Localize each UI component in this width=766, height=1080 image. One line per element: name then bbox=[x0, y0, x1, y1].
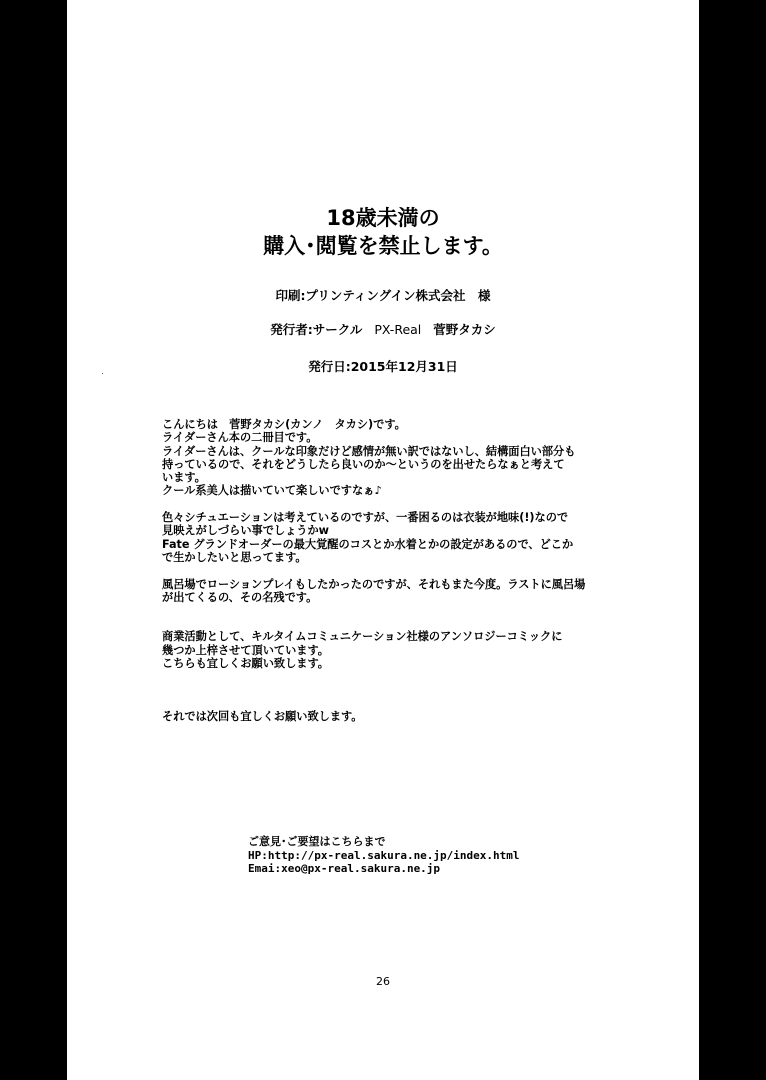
publisher-label: 発行者:サークル bbox=[270, 322, 363, 337]
greeting-line: こんにちは 菅野タカシ(カンノ タカシ)です。 bbox=[162, 418, 406, 431]
text-line: が出てくるの、その名残です。 bbox=[162, 590, 318, 604]
publisher-credit bbox=[67, 322, 699, 338]
text-line: 見映えがしづらい事でしょうかw bbox=[162, 524, 329, 538]
age-warning-line-1: 18歳未満の bbox=[326, 206, 440, 230]
printer-credit: 印刷:プリンティングイン株式会社 様 bbox=[275, 288, 491, 303]
text-line: 商業活動として、キルタイムコミュニケーション社様のアンソロジーコミックに bbox=[162, 630, 563, 644]
text-line: ライダーさんは、クールな印象だけど感情が無い訳ではないし、結構面白い部分も bbox=[162, 444, 576, 458]
paragraph-1 bbox=[162, 431, 612, 497]
paragraph-4 bbox=[162, 630, 612, 670]
age-warning-line-2: 購入･閲覧を禁止します。 bbox=[263, 234, 503, 258]
paragraph-2 bbox=[162, 511, 612, 564]
contact-block bbox=[248, 835, 520, 876]
text-line: 幾つか上梓させて頂いています。 bbox=[162, 643, 329, 657]
publisher-circle: PX-Real bbox=[374, 322, 422, 337]
page-number: 26 bbox=[376, 975, 390, 988]
text-line: 持っているので、それをどうしたら良いのか～というのを出せたらなぁと考えて bbox=[162, 457, 565, 471]
scan-speck bbox=[102, 373, 103, 374]
text-line: ライダーさん本の二冊目です。 bbox=[162, 431, 318, 445]
text-line: います。 bbox=[162, 471, 206, 485]
text-line: クール系美人は描いていて楽しいですなぁ♪ bbox=[162, 484, 382, 498]
text-line: Fate グランドオーダーの最大覚醒のコスとか水着とかの設定があるので、どこか bbox=[162, 537, 574, 551]
page bbox=[67, 0, 699, 1080]
text-line: こちらも宜しくお願い致します。 bbox=[162, 657, 329, 671]
text-line: で生かしたいと思ってます。 bbox=[162, 550, 307, 564]
homepage-url: HP:http://px-real.sakura.ne.jp/index.html bbox=[248, 848, 520, 862]
text-line: 風呂場でローションプレイもしたかったのですが、それもまた今度。ラストに風呂場 bbox=[162, 577, 586, 591]
closing-line: それでは次回も宜しくお願い致します。 bbox=[162, 709, 363, 723]
publisher-name: 菅野タカシ bbox=[433, 322, 496, 337]
paragraph-3 bbox=[162, 578, 612, 605]
afterword-body bbox=[162, 418, 612, 723]
email-address: Emai:xeo@px-real.sakura.ne.jp bbox=[248, 862, 441, 875]
contact-heading: ご意見･ご要望はこちらまで bbox=[248, 835, 386, 848]
publish-date: 発行日:2015年12月31日 bbox=[308, 359, 458, 374]
text-line: 色々シチュエーションは考えているのですが、一番困るのは衣装が地味(!)なので bbox=[162, 511, 569, 525]
